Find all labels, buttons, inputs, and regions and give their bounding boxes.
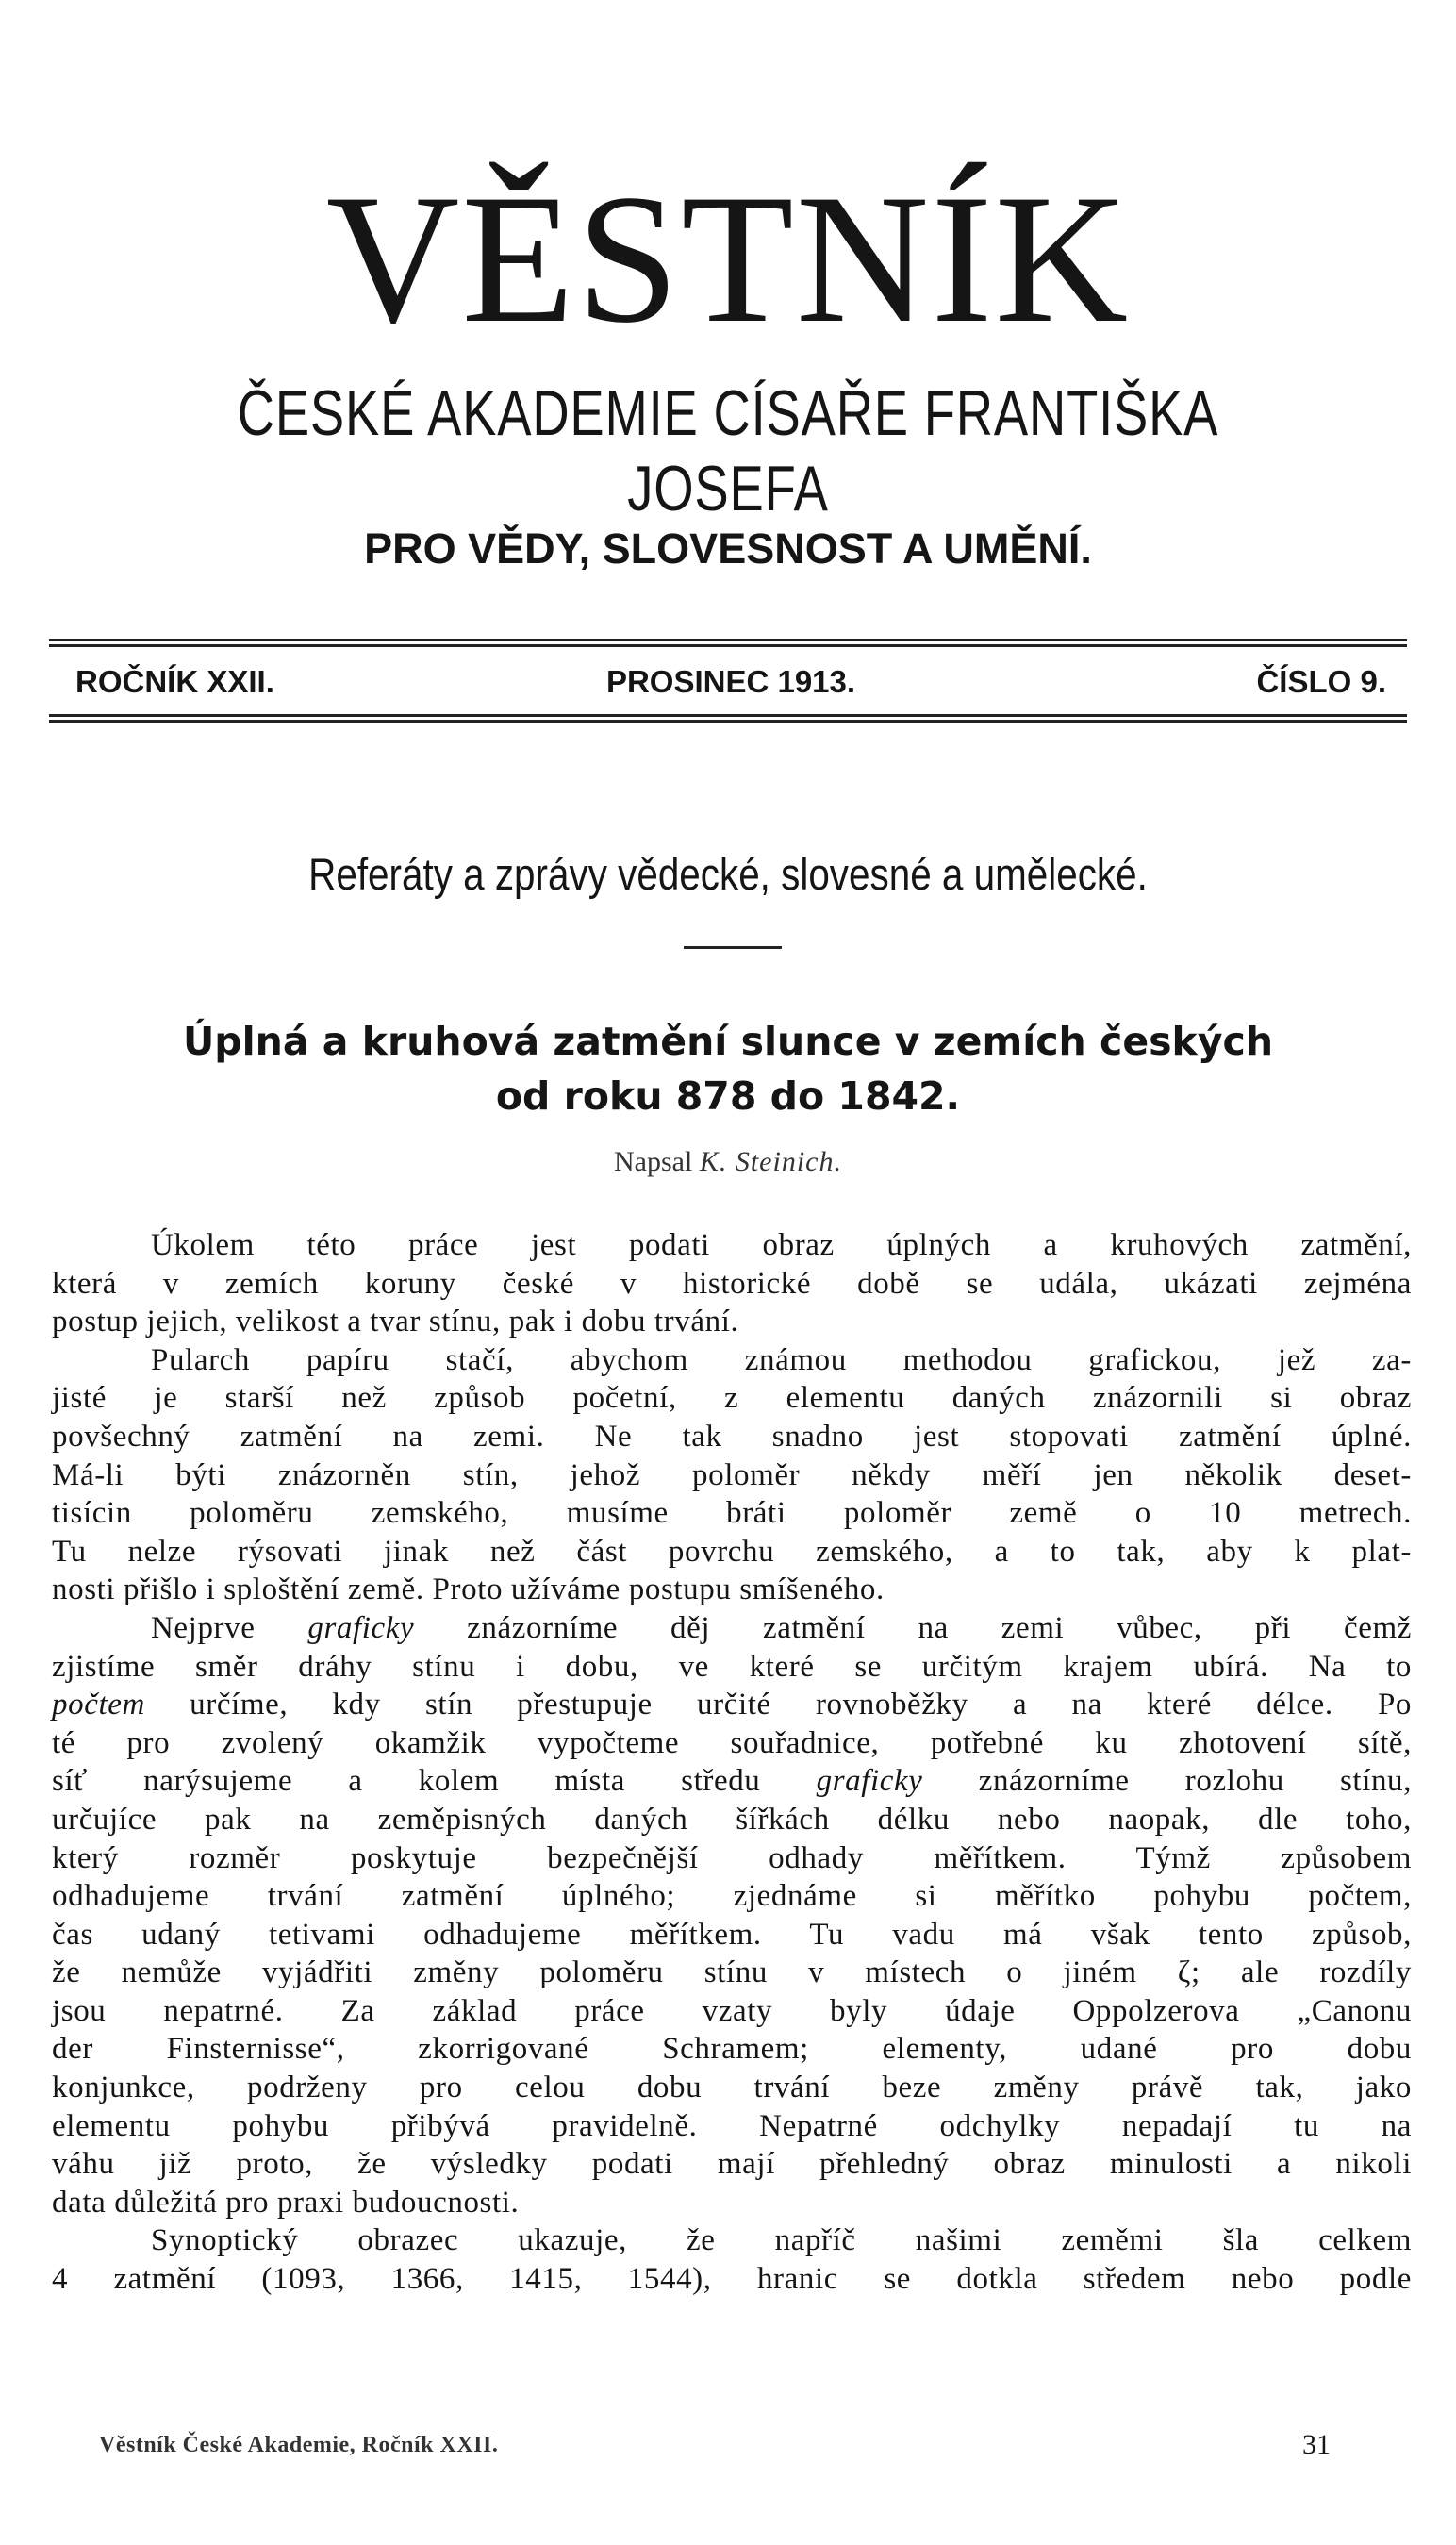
journal-subtitle: ČESKÉ AKADEMIE CÍSAŘE FRANTIŠKA JOSEFA xyxy=(237,377,1219,524)
body-line: zjistíme směr dráhy stínu i dobu, ve které se určitým krajem ubírá. Na to xyxy=(52,1649,1412,1684)
body-line: postup jejich, velikost a tvar stínu, pak i dobu trvání. xyxy=(52,1305,739,1339)
byline-prefix: Napsal xyxy=(614,1146,693,1177)
body-line: nosti přišlo i sploštění země. Proto užíváme postupu smíšeného. xyxy=(52,1572,885,1607)
issue-number: ČÍSLO 9. xyxy=(1256,664,1386,699)
body-line: tisícin poloměru zemského, musíme bráti poloměr země o 10 metrech. xyxy=(52,1496,1412,1531)
body-line: elementu pohybu přibývá pravidelně. Nepatrné odchylky nepadají tu na xyxy=(52,2108,1412,2143)
byline xyxy=(0,1141,1456,1183)
masthead-rule-top xyxy=(49,639,1407,647)
body-line: která v zemích koruny české v historické době se udála, ukázati zejména xyxy=(52,1266,1412,1301)
article-body xyxy=(52,1226,1412,2299)
article-title-line-1: Úplná a kruhová zatmění slunce v zemích českých xyxy=(182,1019,1274,1064)
body-line: Má-li býti znázorněn stín, jehož poloměr někdy měří jen několik deset- xyxy=(52,1457,1412,1492)
body-line xyxy=(52,1609,1412,1648)
body-line xyxy=(52,1762,1412,1801)
section-heading: Referáty a zprávy vědecké, slovesné a umělecké. xyxy=(308,849,1148,899)
body-line: určujíce pak na zeměpisných daných šířkách délku nebo naopak, dle toho, xyxy=(52,1802,1412,1837)
body-line: data důležitá pro praxi budoucnosti. xyxy=(52,2185,520,2220)
issue-info-bar xyxy=(75,657,1386,707)
body-line-text: Nejprve xyxy=(151,1610,308,1645)
body-line: váhu již proto, že výsledky podati mají přehledný obraz minulosti a nikoli xyxy=(52,2147,1412,2182)
body-line: povšechný zatmění na zemi. Ne tak snadno jest stopovati zatmění úplné. xyxy=(52,1419,1412,1454)
issue-date: PROSINEC 1913. xyxy=(605,664,856,699)
body-line: 4 zatmění (1093, 1366, 1415, 1544), hranic se dotkla středem nebo podle xyxy=(52,2262,1412,2297)
body-line: Úkolem této práce jest podati obraz úplných a kruhových zatmění, xyxy=(151,1228,1412,1262)
body-line-text: znázorníme rozlohu stínu, xyxy=(922,1764,1413,1799)
body-line-emphasis: graficky xyxy=(816,1764,923,1799)
journal-title: VĚSTNÍK xyxy=(325,157,1131,361)
body-line: Pularch papíru stačí, abychom známou methodou grafickou, jež za- xyxy=(151,1342,1412,1377)
body-line: že nemůže vyjádřiti změny poloměru stínu v místech o jiném ζ; ale rozdíly xyxy=(52,1955,1412,1990)
body-line: der Finsternisse“, zkorrigované Schramem; elementy, udané pro dobu xyxy=(52,2032,1412,2067)
body-line: Synoptický obrazec ukazuje, že napříč našimi zeměmi šla celkem xyxy=(151,2223,1412,2258)
body-line-text: určíme, kdy stín přestupuje určité rovnoběžky a na které délce. Po xyxy=(144,1688,1412,1722)
body-line-text: síť narýsujeme a kolem místa středu xyxy=(52,1764,817,1799)
body-line: jisté je starší než způsob početní, z elementu daných znázornili si obraz xyxy=(52,1381,1412,1416)
body-line-emphasis: počtem xyxy=(52,1688,145,1722)
body-line: Tu nelze rýsovati jinak než část povrchu zemského, a to tak, aby k plat- xyxy=(52,1534,1412,1569)
volume-label: ROČNÍK XXII. xyxy=(75,664,274,699)
footer-journal-info: Věstník České Akademie, Ročník XXII. xyxy=(99,2433,499,2457)
page-footer xyxy=(99,2424,1331,2466)
article-title-line-2: od roku 878 do 1842. xyxy=(495,1073,961,1119)
body-line: jsou nepatrné. Za základ práce vzaty byly údaje Oppolzerova „Canonu xyxy=(52,1993,1412,2028)
section-divider xyxy=(684,946,782,949)
masthead-rule-bottom xyxy=(49,714,1407,723)
journal-subtitle-2: PRO VĚDY, SLOVESNOST A UMĚNÍ. xyxy=(364,524,1092,573)
body-line: který rozměr poskytuje bezpečnější odhady měřítkem. Týmž způsobem xyxy=(52,1840,1412,1875)
body-line: čas udaný tetivami odhadujeme měřítkem. Tu vadu má však tento způsob, xyxy=(52,1917,1412,1952)
byline-author: K. Steinich. xyxy=(699,1146,842,1177)
body-line xyxy=(52,1686,1412,1724)
page-number: 31 xyxy=(1302,2429,1331,2460)
body-line: té pro zvolený okamžik vypočteme souřadnice, potřebné ku zhotovení sítě, xyxy=(52,1725,1412,1760)
body-line: konjunkce, podrženy pro celou dobu trvání beze změny právě tak, jako xyxy=(52,2071,1412,2105)
body-line: odhadujeme trvání zatmění úplného; zjednáme si měřítko pohybu počtem, xyxy=(52,1879,1412,1914)
body-line-emphasis: graficky xyxy=(307,1610,415,1645)
body-line-text: znázorníme děj zatmění na zemi vůbec, při čemž xyxy=(414,1610,1412,1645)
